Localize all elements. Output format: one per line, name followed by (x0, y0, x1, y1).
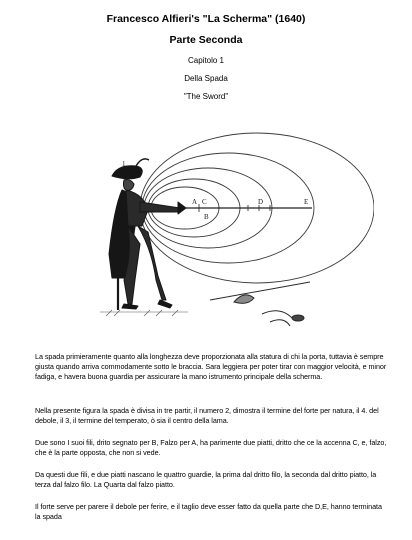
page-title: Francesco Alfieri's "La Scherma" (1640) (106, 13, 306, 25)
paragraph-1: La spada primieramente quanto alla longhezza deve proporzionata alla statura di chi la porta, tuttavia è sempre giusta quando arriva commodamente sotto le braccia. Sara leggiera per poter tirar con maggior velocità, e minor fadiga, e havera buona guardia per assicurare la mano istrumento principale della scherma. (35, 352, 387, 381)
paragraph-5: Il forte serve per parere il debole per ferire, e il taglio deve esser fatto da quella parte che D,E, hanno terminata la spada (35, 502, 382, 521)
point-label-d: D (258, 198, 264, 206)
chapter-heading: Capitolo 1 (187, 56, 225, 65)
point-label-b: B (204, 213, 209, 221)
point-label-c: C (202, 198, 207, 206)
figure-number-label: 1 (122, 160, 126, 168)
ground-hatching (100, 310, 188, 316)
section-heading: Della Spada (184, 74, 228, 83)
fencer-engraving (52, 104, 374, 340)
paragraph-3: Due sono I suoi fili, drito segnato per B, Falzo per A, ha parimente due piatti, dritto che ce la accenna C, e, falzo, che è la parte opposta, che non si vede. (35, 438, 387, 457)
dropped-sword (210, 282, 310, 326)
paragraph-4: Da questi due fili, e due piatti nascano le quattro guardie, la prima dal dritto filo, la seconda dal dritto piatto, la terza dal falzo filo. La Quarta dal falzo piatto. (35, 470, 377, 489)
point-label-e: E (304, 198, 309, 206)
paragraph-2: Nella presente figura la spada è divisa in tre partir, il numero 2, dimostra il termine del forte per natura, il 4. del debole, il 3, il termine del temperato, ò sia il centro della lama. (35, 406, 379, 425)
part-heading: Parte Seconda (169, 34, 243, 46)
fencer-hat (112, 166, 142, 179)
point-label-a: A (192, 198, 198, 206)
section-translation: "The Sword" (183, 92, 229, 101)
